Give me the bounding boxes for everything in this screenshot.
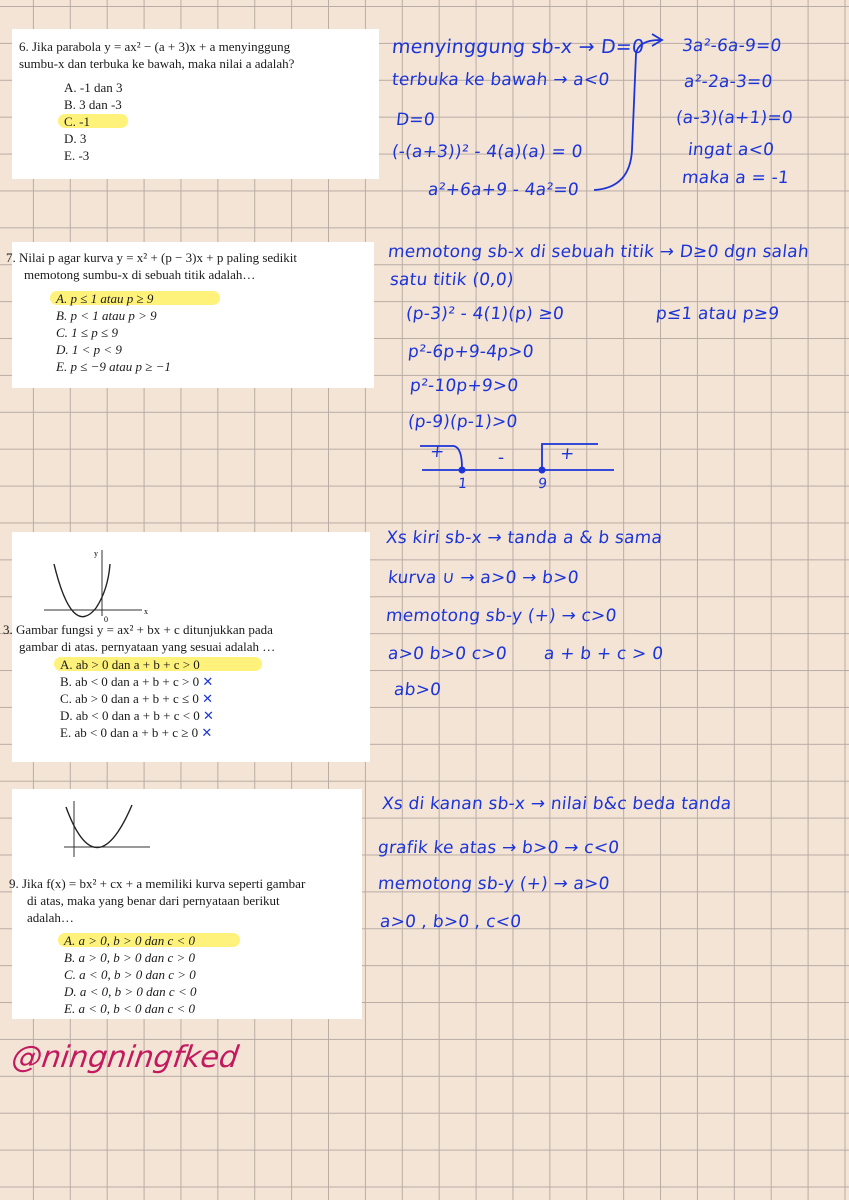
- q6-connector-arrow: [590, 30, 680, 200]
- q7-note-line-4: p²-6p+9-4p>0: [406, 342, 535, 362]
- q7-option-a: A. p ≤ 1 atau p ≥ 9: [56, 290, 171, 307]
- q8-note-line-1: Xs kiri sb-x → tanda a & b sama: [384, 528, 664, 548]
- q7-sign-number-line: [418, 436, 618, 496]
- question-7-line-1: 7. Nilai p agar kurva y = x² + (p − 3)x + p paling sedikit: [6, 250, 298, 265]
- q6-note-right-2: a²-2a-3=0: [682, 72, 774, 92]
- q7-option-b: B. p < 1 atau p > 9: [56, 308, 157, 323]
- q6-note-line-5: a²+6a+9 - 4a²=0: [426, 180, 580, 200]
- q6-note-right-5: maka a = -1: [680, 168, 791, 188]
- q7-note-line-5: p²-10p+9>0: [408, 376, 520, 396]
- question-7-card: [6, 242, 374, 388]
- q7-sign-plus-right: +: [558, 444, 576, 464]
- q6-option-b: B. 3 dan -3: [64, 97, 122, 112]
- q8-option-e: E. ab < 0 dan a + b + c ≥ 0 ✕: [60, 725, 213, 741]
- question-9-line-3: adalah…: [27, 910, 74, 925]
- question-8-text: [3, 621, 275, 655]
- question-8-line-1: 3. Gambar fungsi y = ax² + bx + c ditunjukkan pada: [3, 622, 273, 637]
- q9-note-line-4: a>0 , b>0 , c<0: [378, 912, 523, 932]
- q6-note-line-1: menyinggung sb-x → D=0: [390, 36, 646, 58]
- q8-note-line-4: a>0 b>0 c>0: [386, 644, 508, 664]
- q7-option-c: C. 1 ≤ p ≤ 9: [56, 325, 118, 340]
- question-6-line-2: sumbu-x dan terbuka ke bawah, maka nilai a adalah?: [19, 56, 295, 71]
- q7-option-e: E. p ≤ −9 atau p ≥ −1: [56, 359, 171, 374]
- q8-graph: [42, 546, 152, 626]
- author-signature: @ningningfked: [9, 1040, 241, 1075]
- q7-note-line-3: (p-3)² - 4(1)(p) ≥0: [404, 304, 566, 324]
- question-8-card: [3, 532, 370, 762]
- q7-note-line-6: (p-9)(p-1)>0: [406, 412, 519, 432]
- q9-option-c: C. a < 0, b > 0 dan c > 0: [64, 967, 196, 982]
- q9-note-line-1: Xs di kanan sb-x → nilai b&c beda tanda: [380, 794, 733, 814]
- q8-note-line-5: a + b + c > 0: [542, 644, 665, 664]
- q8-option-d: D. ab < 0 dan a + b + c < 0 ✕: [60, 708, 214, 724]
- question-9-text: [9, 875, 305, 926]
- wrong-mark: ✕: [202, 675, 214, 690]
- q8-option-b: B. ab < 0 dan a + b + c > 0 ✕: [60, 674, 214, 690]
- question-6-text: [19, 38, 294, 72]
- q8-note-line-2: kurva ∪ → a>0 → b>0: [386, 568, 580, 588]
- question-7-options: [56, 290, 171, 375]
- question-9-line-1: 9. Jika f(x) = bx² + cx + a memiliki kurva seperti gambar: [9, 876, 306, 891]
- q7-sign-minus: -: [496, 448, 506, 468]
- q9-option-a: A. a > 0, b > 0 dan c < 0: [64, 932, 196, 949]
- question-9-line-2: di atas, maka yang benar dari pernyataan berikut: [27, 893, 280, 908]
- q6-note-line-2: terbuka ke bawah → a<0: [390, 70, 611, 90]
- q9-option-d: D. a < 0, b > 0 dan c < 0: [64, 984, 197, 999]
- q6-note-right-1: 3a²-6a-9=0: [680, 36, 783, 56]
- q8-note-line-3: memotong sb-y (+) → c>0: [384, 606, 618, 626]
- q7-note-result: p≤1 atau p≥9: [654, 304, 781, 324]
- wrong-mark: ✕: [201, 726, 213, 741]
- wrong-mark: ✕: [202, 692, 214, 707]
- q6-option-e: E. -3: [64, 148, 90, 163]
- question-7-line-2: memotong sumbu-x di sebuah titik adalah…: [24, 267, 256, 282]
- question-9-card: [9, 789, 362, 1019]
- q7-note-line-2: satu titik (0,0): [388, 270, 515, 290]
- q6-option-d: D. 3: [64, 131, 87, 146]
- q9-note-line-3: memotong sb-y (+) → a>0: [376, 874, 611, 894]
- question-8-line-2: gambar di atas. pernyataan yang sesuai adalah …: [19, 639, 276, 654]
- q8-origin-label: 0: [104, 615, 108, 624]
- q7-option-d: D. 1 < p < 9: [56, 342, 122, 357]
- q9-graph: [62, 799, 152, 861]
- question-7-text: [6, 249, 297, 283]
- wrong-mark: ✕: [203, 709, 214, 724]
- question-8-options: [60, 656, 214, 741]
- question-9-options: [64, 932, 196, 1017]
- q6-note-right-3: (a-3)(a+1)=0: [674, 108, 794, 128]
- q6-note-line-4: (-(a+3))² - 4(a)(a) = 0: [390, 142, 584, 162]
- q8-x-label: x: [144, 607, 148, 616]
- question-6-card: [12, 29, 379, 179]
- q7-note-line-1: memotong sb-x di sebuah titik → D≥0 dgn salah: [386, 242, 810, 262]
- q9-option-e: E. a < 0, b < 0 dan c < 0: [64, 1001, 196, 1016]
- q8-note-line-6: ab>0: [392, 680, 443, 700]
- q7-sign-plus-left: +: [428, 442, 446, 462]
- q6-note-line-3: D=0: [394, 110, 436, 130]
- q9-option-b: B. a > 0, b > 0 dan c > 0: [64, 950, 196, 965]
- question-6-options: [64, 79, 123, 164]
- q8-option-c: C. ab > 0 dan a + b + c ≤ 0 ✕: [60, 691, 214, 707]
- q6-option-a: A. -1 dan 3: [64, 80, 123, 95]
- q7-root-2: 9: [537, 476, 548, 492]
- q6-note-right-4: ingat a<0: [686, 140, 776, 160]
- q6-option-c: C. -1: [64, 113, 123, 130]
- question-6-line-1: 6. Jika parabola y = ax² − (a + 3)x + a menyinggung: [19, 39, 291, 54]
- q8-y-label: y: [94, 549, 98, 558]
- q9-note-line-2: grafik ke atas → b>0 → c<0: [376, 838, 621, 858]
- q9-curve: [66, 805, 132, 848]
- q7-root-1: 1: [457, 476, 468, 492]
- q8-option-a: A. ab > 0 dan a + b + c > 0: [60, 656, 214, 673]
